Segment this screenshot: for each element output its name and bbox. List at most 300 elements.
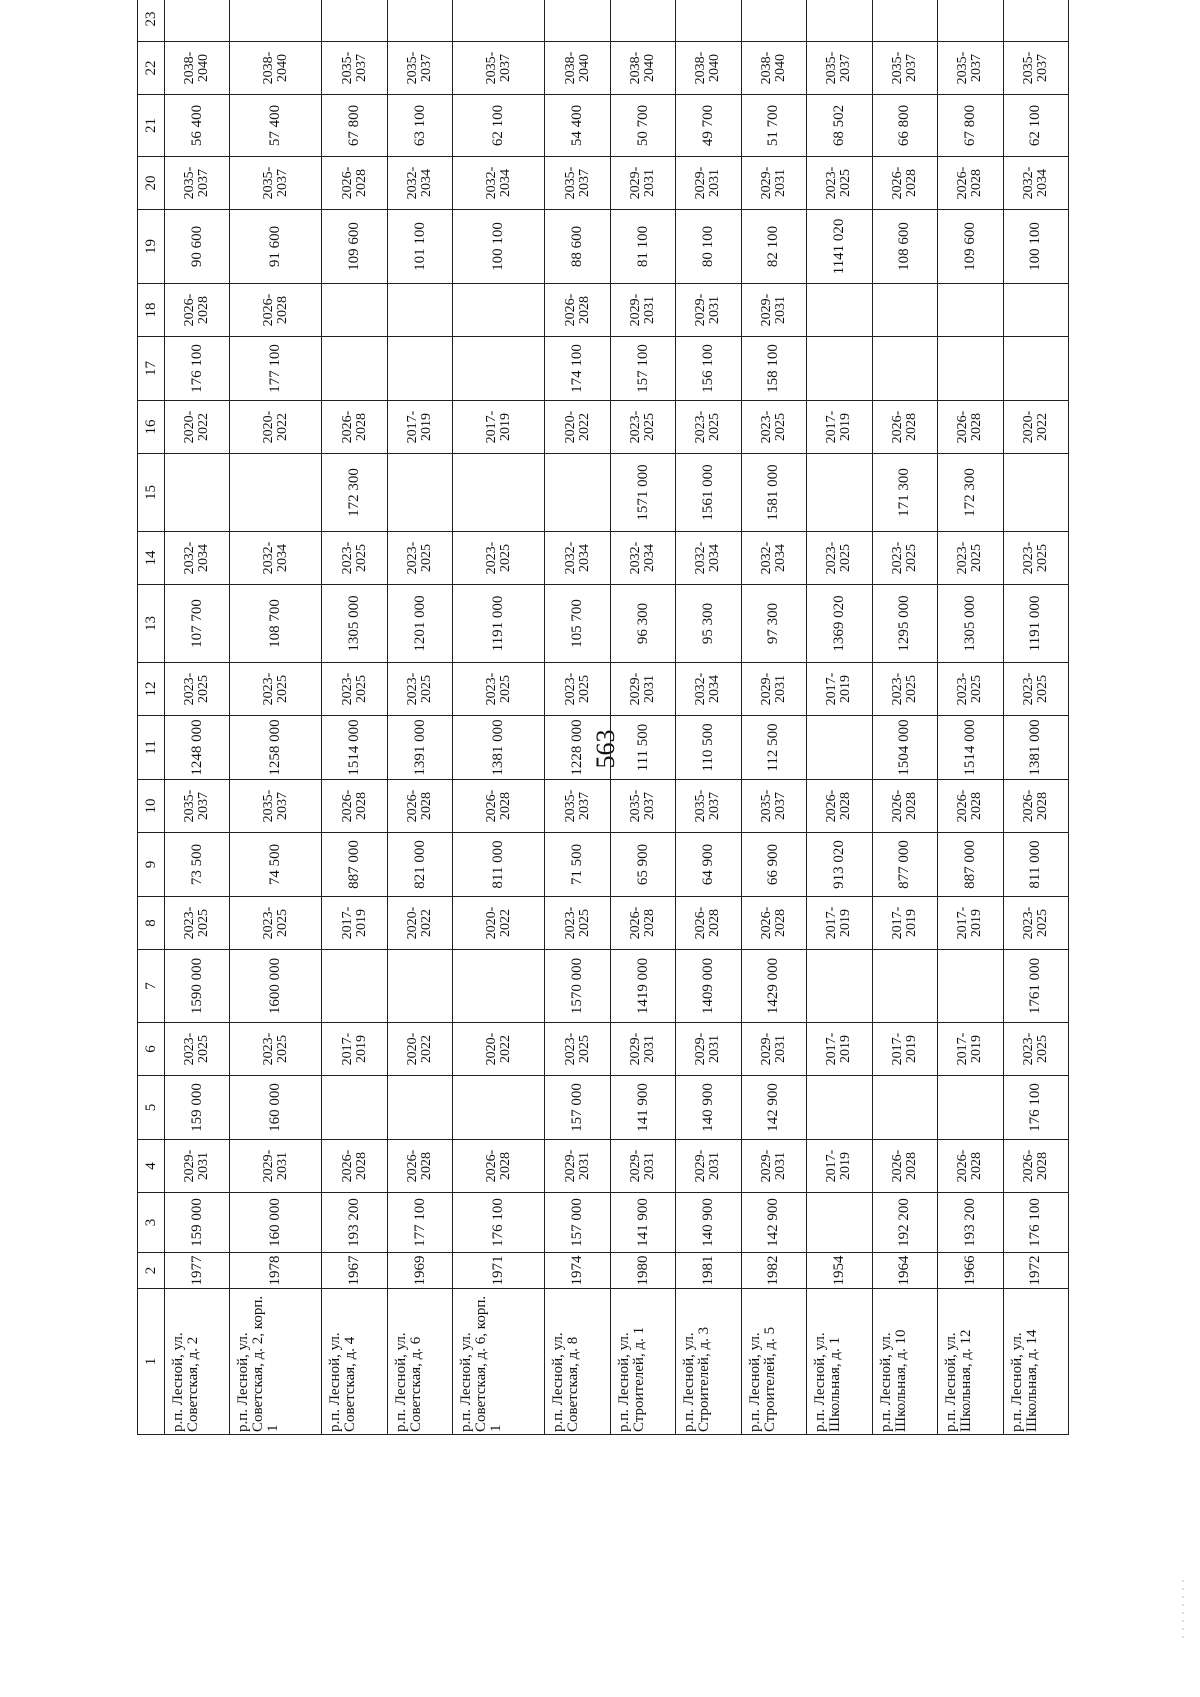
value-cell <box>807 716 872 780</box>
value-cell: 1570 000 <box>545 950 610 1023</box>
period-cell: 2026- 2028 <box>872 780 937 833</box>
period-cell: 2017- 2019 <box>807 663 872 716</box>
value-cell: 821 000 <box>387 833 452 897</box>
value-cell: 157 000 <box>545 1076 610 1140</box>
period-cell: 2032- 2034 <box>165 532 230 585</box>
value-cell <box>387 284 452 337</box>
period-cell: 2023- 2025 <box>1003 1023 1069 1076</box>
value-cell <box>322 950 387 1023</box>
value-cell: 1201 000 <box>387 585 452 663</box>
period-cell: 2038- 2040 <box>165 42 230 95</box>
period-cell: 2032- 2034 <box>545 532 610 585</box>
value-cell <box>387 337 452 401</box>
year-cell: 1977 <box>165 1253 230 1289</box>
column-number-7: 7 <box>138 950 165 1023</box>
address-cell: р.п. Лесной, ул. Строителей, д. 5 <box>741 1289 806 1435</box>
period-cell: 2023- 2025 <box>807 157 872 210</box>
year-cell: 1972 <box>1003 1253 1069 1289</box>
value-cell: 74 500 <box>230 833 322 897</box>
year-cell: 1980 <box>610 1253 675 1289</box>
address-cell: р.п. Лесной, ул. Строителей, д. 1 <box>610 1289 675 1435</box>
period-cell: 2017- 2019 <box>938 897 1003 950</box>
value-cell: 1761 000 <box>1003 950 1069 1023</box>
period-cell: 2020- 2022 <box>387 897 452 950</box>
period-cell: 2035- 2037 <box>1003 42 1069 95</box>
column-number-15: 15 <box>138 454 165 532</box>
period-cell: 2023- 2025 <box>610 401 675 454</box>
period-cell: 2023- 2025 <box>387 663 452 716</box>
value-cell: 193 200 <box>938 1193 1003 1253</box>
period-cell: 2029- 2031 <box>610 663 675 716</box>
value-cell: 159 000 <box>165 1193 230 1253</box>
value-cell: 67 800 <box>938 95 1003 157</box>
value-cell: 1369 020 <box>807 585 872 663</box>
period-cell: 2026- 2028 <box>872 157 937 210</box>
value-cell: 1141 020 <box>807 210 872 284</box>
value-cell: 1419 000 <box>610 950 675 1023</box>
value-cell <box>387 0 452 42</box>
value-cell: 1590 000 <box>165 950 230 1023</box>
value-cell: 111 500 <box>610 716 675 780</box>
value-cell: 877 000 <box>872 833 937 897</box>
value-cell: 913 020 <box>807 833 872 897</box>
value-cell <box>545 454 610 532</box>
period-cell: 2032- 2034 <box>676 663 741 716</box>
value-cell <box>741 0 806 42</box>
year-cell: 1978 <box>230 1253 322 1289</box>
value-cell: 141 900 <box>610 1076 675 1140</box>
value-cell: 1391 000 <box>387 716 452 780</box>
period-cell: 2023- 2025 <box>1003 663 1069 716</box>
value-cell: 50 700 <box>610 95 675 157</box>
table-row <box>322 0 387 1435</box>
value-cell: 811 000 <box>453 833 545 897</box>
value-cell: 65 900 <box>610 833 675 897</box>
column-number-3: 3 <box>138 1193 165 1253</box>
value-cell <box>453 0 545 42</box>
address-cell: р.п. Лесной, ул. Строителей, д. 3 <box>676 1289 741 1435</box>
value-cell <box>872 337 937 401</box>
column-number-19: 19 <box>138 210 165 284</box>
value-cell: 62 100 <box>1003 95 1069 157</box>
value-cell: 176 100 <box>165 337 230 401</box>
value-cell: 64 900 <box>676 833 741 897</box>
column-number-9: 9 <box>138 833 165 897</box>
column-number-16: 16 <box>138 401 165 454</box>
column-number-21: 21 <box>138 95 165 157</box>
period-cell: 2017- 2019 <box>807 1140 872 1193</box>
period-cell: 2035- 2037 <box>545 780 610 833</box>
value-cell: 1381 000 <box>1003 716 1069 780</box>
period-cell: 2032- 2034 <box>676 532 741 585</box>
period-cell: 2020- 2022 <box>545 401 610 454</box>
value-cell <box>872 1076 937 1140</box>
period-cell: 2017- 2019 <box>807 1023 872 1076</box>
period-cell: 2023- 2025 <box>453 663 545 716</box>
value-cell: 172 300 <box>938 454 1003 532</box>
period-cell: 2029- 2031 <box>610 157 675 210</box>
column-number-13: 13 <box>138 585 165 663</box>
period-cell: 2026- 2028 <box>676 897 741 950</box>
value-cell: 67 800 <box>322 95 387 157</box>
period-cell: 2029- 2031 <box>676 157 741 210</box>
period-cell: 2035- 2037 <box>387 42 452 95</box>
value-cell <box>230 0 322 42</box>
period-cell: 2026- 2028 <box>807 780 872 833</box>
value-cell: 97 300 <box>741 585 806 663</box>
value-cell: 100 100 <box>1003 210 1069 284</box>
period-cell: 2032- 2034 <box>610 532 675 585</box>
value-cell: 1191 000 <box>453 585 545 663</box>
column-number-11: 11 <box>138 716 165 780</box>
value-cell: 176 100 <box>1003 1193 1069 1253</box>
period-cell: 2029- 2031 <box>230 1140 322 1193</box>
period-cell: 2026- 2028 <box>230 284 322 337</box>
period-cell: 2023- 2025 <box>938 663 1003 716</box>
value-cell: 160 000 <box>230 1193 322 1253</box>
period-cell: 2029- 2031 <box>741 1140 806 1193</box>
value-cell: 172 300 <box>322 454 387 532</box>
period-cell: 2023- 2025 <box>1003 532 1069 585</box>
period-cell: 2017- 2019 <box>938 1023 1003 1076</box>
value-cell <box>387 950 452 1023</box>
column-number-14: 14 <box>138 532 165 585</box>
period-cell: 2026- 2028 <box>165 284 230 337</box>
period-cell: 2023- 2025 <box>1003 897 1069 950</box>
value-cell: 157 000 <box>545 1193 610 1253</box>
period-cell: 2023- 2025 <box>165 663 230 716</box>
address-cell: р.п. Лесной, ул. Школьная, д. 1 <box>807 1289 872 1435</box>
period-cell: 2023- 2025 <box>453 532 545 585</box>
value-cell <box>807 0 872 42</box>
value-cell: 71 500 <box>545 833 610 897</box>
period-cell: 2029- 2031 <box>610 284 675 337</box>
value-cell <box>872 0 937 42</box>
value-cell: 91 600 <box>230 210 322 284</box>
period-cell: 2017- 2019 <box>807 897 872 950</box>
year-cell: 1964 <box>872 1253 937 1289</box>
period-cell: 2023- 2025 <box>322 532 387 585</box>
period-cell: 2029- 2031 <box>610 1140 675 1193</box>
value-cell: 140 900 <box>676 1193 741 1253</box>
period-cell: 2035- 2037 <box>230 157 322 210</box>
column-number-10: 10 <box>138 780 165 833</box>
table-row <box>741 0 806 1435</box>
value-cell <box>807 284 872 337</box>
value-cell <box>807 337 872 401</box>
period-cell: 2026- 2028 <box>938 1140 1003 1193</box>
value-cell: 1381 000 <box>453 716 545 780</box>
period-cell: 2029- 2031 <box>545 1140 610 1193</box>
value-cell: 95 300 <box>676 585 741 663</box>
table-row <box>807 0 872 1435</box>
period-cell: 2035- 2037 <box>610 780 675 833</box>
value-cell: 57 400 <box>230 95 322 157</box>
period-cell: 2026- 2028 <box>872 1140 937 1193</box>
value-cell: 1504 000 <box>872 716 937 780</box>
value-cell: 887 000 <box>938 833 1003 897</box>
period-cell: 2029- 2031 <box>741 157 806 210</box>
value-cell: 1581 000 <box>741 454 806 532</box>
period-cell: 2035- 2037 <box>545 157 610 210</box>
table-row <box>453 0 545 1435</box>
value-cell: 1258 000 <box>230 716 322 780</box>
period-cell: 2029- 2031 <box>741 663 806 716</box>
value-cell <box>938 284 1003 337</box>
period-cell: 2035- 2037 <box>453 42 545 95</box>
value-cell: 1429 000 <box>741 950 806 1023</box>
period-cell: 2023- 2025 <box>872 663 937 716</box>
period-cell: 2026- 2028 <box>938 780 1003 833</box>
value-cell: 107 700 <box>165 585 230 663</box>
period-cell: 2035- 2037 <box>165 157 230 210</box>
value-cell: 193 200 <box>322 1193 387 1253</box>
page-number: 563 <box>591 729 620 769</box>
period-cell: 2026- 2028 <box>610 897 675 950</box>
value-cell: 1409 000 <box>676 950 741 1023</box>
year-cell: 1974 <box>545 1253 610 1289</box>
value-cell: 142 900 <box>741 1193 806 1253</box>
year-cell: 1971 <box>453 1253 545 1289</box>
period-cell: 2026- 2028 <box>322 780 387 833</box>
period-cell: 2017- 2019 <box>387 401 452 454</box>
column-number-2: 2 <box>138 1253 165 1289</box>
year-cell: 1981 <box>676 1253 741 1289</box>
value-cell <box>807 454 872 532</box>
column-number-22: 22 <box>138 42 165 95</box>
value-cell: 160 000 <box>230 1076 322 1140</box>
period-cell: 2038- 2040 <box>676 42 741 95</box>
period-cell: 2032- 2034 <box>741 532 806 585</box>
period-cell: 2035- 2037 <box>676 780 741 833</box>
table-row <box>872 0 937 1435</box>
value-cell: 49 700 <box>676 95 741 157</box>
period-cell: 2023- 2025 <box>322 663 387 716</box>
column-number-12: 12 <box>138 663 165 716</box>
period-cell: 2023- 2025 <box>230 1023 322 1076</box>
period-cell: 2035- 2037 <box>872 42 937 95</box>
value-cell <box>545 0 610 42</box>
period-cell: 2026- 2028 <box>387 780 452 833</box>
period-cell: 2023- 2025 <box>545 663 610 716</box>
table-row <box>545 0 610 1435</box>
period-cell: 2020- 2022 <box>453 1023 545 1076</box>
column-number-row <box>138 0 165 1435</box>
period-cell: 2035- 2037 <box>165 780 230 833</box>
value-cell: 63 100 <box>387 95 452 157</box>
address-cell: р.п. Лесной, ул. Советская, д. 8 <box>545 1289 610 1435</box>
period-cell: 2017- 2019 <box>807 401 872 454</box>
value-cell <box>1003 454 1069 532</box>
period-cell: 2023- 2025 <box>807 532 872 585</box>
address-cell: р.п. Лесной, ул. Советская, д. 6 <box>387 1289 452 1435</box>
value-cell: 108 600 <box>872 210 937 284</box>
address-cell: р.п. Лесной, ул. Советская, д. 4 <box>322 1289 387 1435</box>
period-cell: 2026- 2028 <box>545 284 610 337</box>
value-cell <box>165 0 230 42</box>
value-cell <box>387 1076 452 1140</box>
value-cell: 177 100 <box>387 1193 452 1253</box>
value-cell: 176 100 <box>1003 1076 1069 1140</box>
period-cell: 2026- 2028 <box>453 780 545 833</box>
period-cell: 2023- 2025 <box>230 897 322 950</box>
scan-artifact <box>1182 1580 1184 1640</box>
value-cell: 1600 000 <box>230 950 322 1023</box>
value-cell: 82 100 <box>741 210 806 284</box>
value-cell: 66 900 <box>741 833 806 897</box>
value-cell <box>230 454 322 532</box>
period-cell: 2017- 2019 <box>322 1023 387 1076</box>
capital-repair-table <box>137 0 1069 1435</box>
address-cell: р.п. Лесной, ул. Советская, д. 2, корп. 1 <box>230 1289 322 1435</box>
period-cell: 2026- 2028 <box>938 157 1003 210</box>
value-cell <box>807 1076 872 1140</box>
value-cell: 1305 000 <box>322 585 387 663</box>
value-cell <box>1003 337 1069 401</box>
value-cell: 66 800 <box>872 95 937 157</box>
value-cell: 192 200 <box>872 1193 937 1253</box>
column-number-4: 4 <box>138 1140 165 1193</box>
value-cell: 174 100 <box>545 337 610 401</box>
value-cell: 100 100 <box>453 210 545 284</box>
value-cell: 51 700 <box>741 95 806 157</box>
period-cell: 2035- 2037 <box>741 780 806 833</box>
value-cell: 1191 000 <box>1003 585 1069 663</box>
period-cell: 2035- 2037 <box>230 780 322 833</box>
address-cell: р.п. Лесной, ул. Школьная, д. 14 <box>1003 1289 1069 1435</box>
value-cell <box>453 950 545 1023</box>
year-cell: 1969 <box>387 1253 452 1289</box>
period-cell: 2023- 2025 <box>545 1023 610 1076</box>
period-cell: 2029- 2031 <box>741 1023 806 1076</box>
value-cell: 90 600 <box>165 210 230 284</box>
value-cell: 105 700 <box>545 585 610 663</box>
year-cell: 1982 <box>741 1253 806 1289</box>
value-cell: 142 900 <box>741 1076 806 1140</box>
period-cell: 2032- 2034 <box>230 532 322 585</box>
address-cell: р.п. Лесной, ул. Школьная, д. 12 <box>938 1289 1003 1435</box>
value-cell <box>938 950 1003 1023</box>
table-row <box>610 0 675 1435</box>
value-cell: 1228 000 <box>545 716 610 780</box>
column-number-6: 6 <box>138 1023 165 1076</box>
value-cell: 68 502 <box>807 95 872 157</box>
value-cell: 811 000 <box>1003 833 1069 897</box>
value-cell <box>676 0 741 42</box>
period-cell: 2026- 2028 <box>453 1140 545 1193</box>
column-number-8: 8 <box>138 897 165 950</box>
value-cell: 112 500 <box>741 716 806 780</box>
table-row <box>387 0 452 1435</box>
value-cell <box>322 1076 387 1140</box>
value-cell: 110 500 <box>676 716 741 780</box>
value-cell: 96 300 <box>610 585 675 663</box>
column-number-5: 5 <box>138 1076 165 1140</box>
value-cell: 1561 000 <box>676 454 741 532</box>
table-body <box>165 0 1069 1435</box>
period-cell: 2029- 2031 <box>676 284 741 337</box>
period-cell: 2020- 2022 <box>453 897 545 950</box>
value-cell: 88 600 <box>545 210 610 284</box>
period-cell: 2023- 2025 <box>545 897 610 950</box>
value-cell: 141 900 <box>610 1193 675 1253</box>
value-cell: 1295 000 <box>872 585 937 663</box>
table-row <box>165 0 230 1435</box>
period-cell: 2026- 2028 <box>741 897 806 950</box>
value-cell <box>453 284 545 337</box>
period-cell: 2020- 2022 <box>387 1023 452 1076</box>
value-cell: 156 100 <box>676 337 741 401</box>
rotated-table-wrapper <box>137 11 1069 1435</box>
value-cell: 140 900 <box>676 1076 741 1140</box>
value-cell: 177 100 <box>230 337 322 401</box>
value-cell: 157 100 <box>610 337 675 401</box>
value-cell: 158 100 <box>741 337 806 401</box>
period-cell: 2026- 2028 <box>1003 780 1069 833</box>
period-cell: 2023- 2025 <box>387 532 452 585</box>
period-cell: 2029- 2031 <box>676 1023 741 1076</box>
value-cell <box>453 337 545 401</box>
value-cell: 54 400 <box>545 95 610 157</box>
period-cell: 2026- 2028 <box>322 401 387 454</box>
period-cell: 2023- 2025 <box>676 401 741 454</box>
value-cell: 73 500 <box>165 833 230 897</box>
value-cell <box>1003 0 1069 42</box>
period-cell: 2017- 2019 <box>872 897 937 950</box>
column-number-1: 1 <box>138 1289 165 1435</box>
address-cell: р.п. Лесной, ул. Школьная, д. 10 <box>872 1289 937 1435</box>
year-cell: 1966 <box>938 1253 1003 1289</box>
period-cell: 2029- 2031 <box>165 1140 230 1193</box>
period-cell: 2026- 2028 <box>322 157 387 210</box>
period-cell: 2020- 2022 <box>1003 401 1069 454</box>
value-cell <box>872 284 937 337</box>
value-cell <box>938 1076 1003 1140</box>
value-cell: 80 100 <box>676 210 741 284</box>
year-cell: 1954 <box>807 1253 872 1289</box>
period-cell: 2023- 2025 <box>230 663 322 716</box>
period-cell: 2038- 2040 <box>545 42 610 95</box>
value-cell: 56 400 <box>165 95 230 157</box>
value-cell <box>610 0 675 42</box>
period-cell: 2023- 2025 <box>165 1023 230 1076</box>
period-cell: 2023- 2025 <box>938 532 1003 585</box>
value-cell: 62 100 <box>453 95 545 157</box>
period-cell: 2032- 2034 <box>453 157 545 210</box>
period-cell: 2038- 2040 <box>610 42 675 95</box>
period-cell: 2032- 2034 <box>1003 157 1069 210</box>
value-cell <box>322 337 387 401</box>
table-row <box>1003 0 1069 1435</box>
value-cell: 101 100 <box>387 210 452 284</box>
value-cell: 108 700 <box>230 585 322 663</box>
value-cell <box>322 0 387 42</box>
table-row <box>938 0 1003 1435</box>
period-cell: 2029- 2031 <box>741 284 806 337</box>
period-cell: 2032- 2034 <box>387 157 452 210</box>
period-cell: 2029- 2031 <box>610 1023 675 1076</box>
value-cell <box>453 1076 545 1140</box>
period-cell: 2038- 2040 <box>230 42 322 95</box>
period-cell: 2038- 2040 <box>741 42 806 95</box>
value-cell: 109 600 <box>322 210 387 284</box>
period-cell: 2023- 2025 <box>741 401 806 454</box>
table-row <box>676 0 741 1435</box>
period-cell: 2029- 2031 <box>676 1140 741 1193</box>
period-cell: 2023- 2025 <box>872 532 937 585</box>
period-cell: 2020- 2022 <box>230 401 322 454</box>
value-cell: 81 100 <box>610 210 675 284</box>
